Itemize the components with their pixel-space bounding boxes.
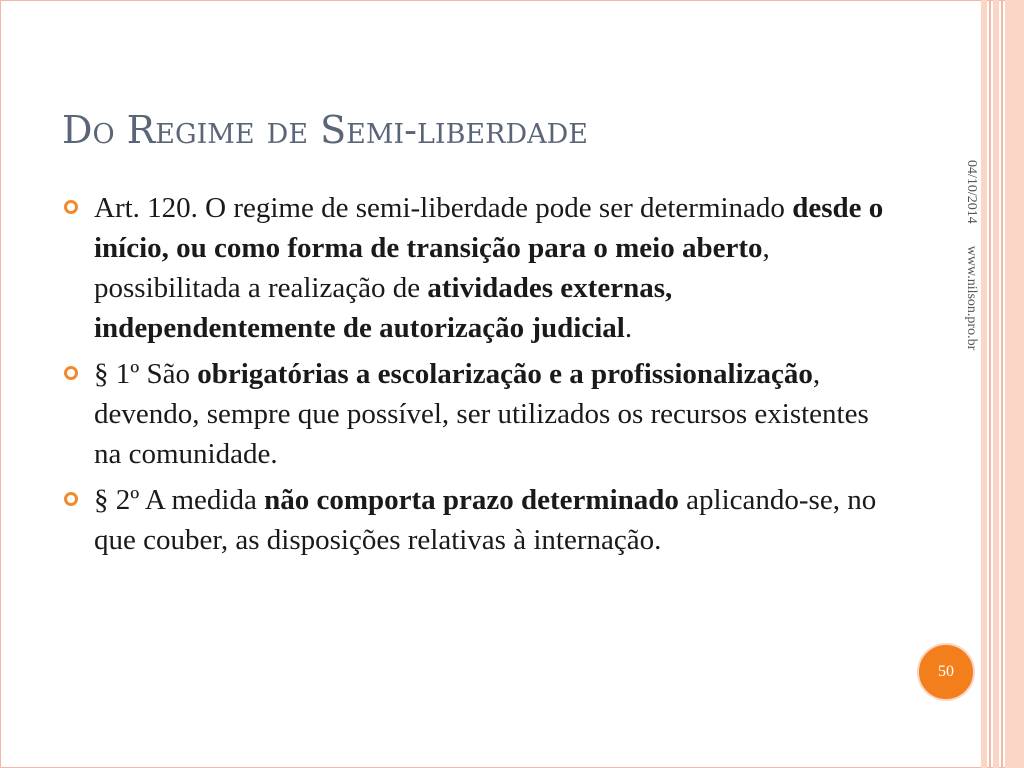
- decorative-stripe: [1005, 0, 1024, 768]
- decorative-stripe: [1001, 0, 1003, 768]
- bullet-text-bold: desde o início, ou como forma de transição para o meio aberto: [94, 192, 884, 264]
- decorative-stripe: [981, 0, 987, 768]
- bullet-text-part: , possibilitada a realização de: [94, 232, 770, 304]
- bullet-item: [64, 188, 884, 348]
- decorative-stripe: [989, 0, 991, 768]
- bullet-text-part: Art. 120. O regime de semi-liberdade pode ser determinado: [94, 192, 793, 224]
- bullet-list: [64, 188, 884, 566]
- bullet-marker-icon: [64, 200, 78, 214]
- side-footer: [963, 160, 979, 350]
- bullet-text-bold: não comporta prazo determinado: [264, 484, 679, 516]
- page-number-badge: 50: [917, 643, 975, 701]
- slide-title: Do Regime de Semi-liberdade: [62, 108, 588, 152]
- bullet-item: [64, 480, 884, 560]
- slide-website: www.nilson.pro.br: [964, 245, 979, 351]
- slide-date: 04/10/2014: [964, 160, 979, 224]
- decorative-stripe: [993, 0, 999, 768]
- bullet-marker-icon: [64, 492, 78, 506]
- bullet-text-part: § 2º A medida: [94, 484, 265, 516]
- bullet-text-bold: obrigatórias a escolarização e a profissionalização: [197, 358, 813, 390]
- bullet-text-part: § 1º São: [94, 358, 198, 390]
- bullet-text-bold: atividades externas, independentemente de autorização judicial: [94, 272, 673, 344]
- bullet-text-part: aplicando-se, no que couber, as disposições relativas à internação.: [94, 484, 877, 556]
- bullet-text-part: , devendo, sempre que possível, ser utilizados os recursos existentes na comunidade.: [94, 358, 869, 470]
- bullet-marker-icon: [64, 366, 78, 380]
- bullet-item: [64, 354, 884, 474]
- bullet-text-part: .: [624, 312, 633, 344]
